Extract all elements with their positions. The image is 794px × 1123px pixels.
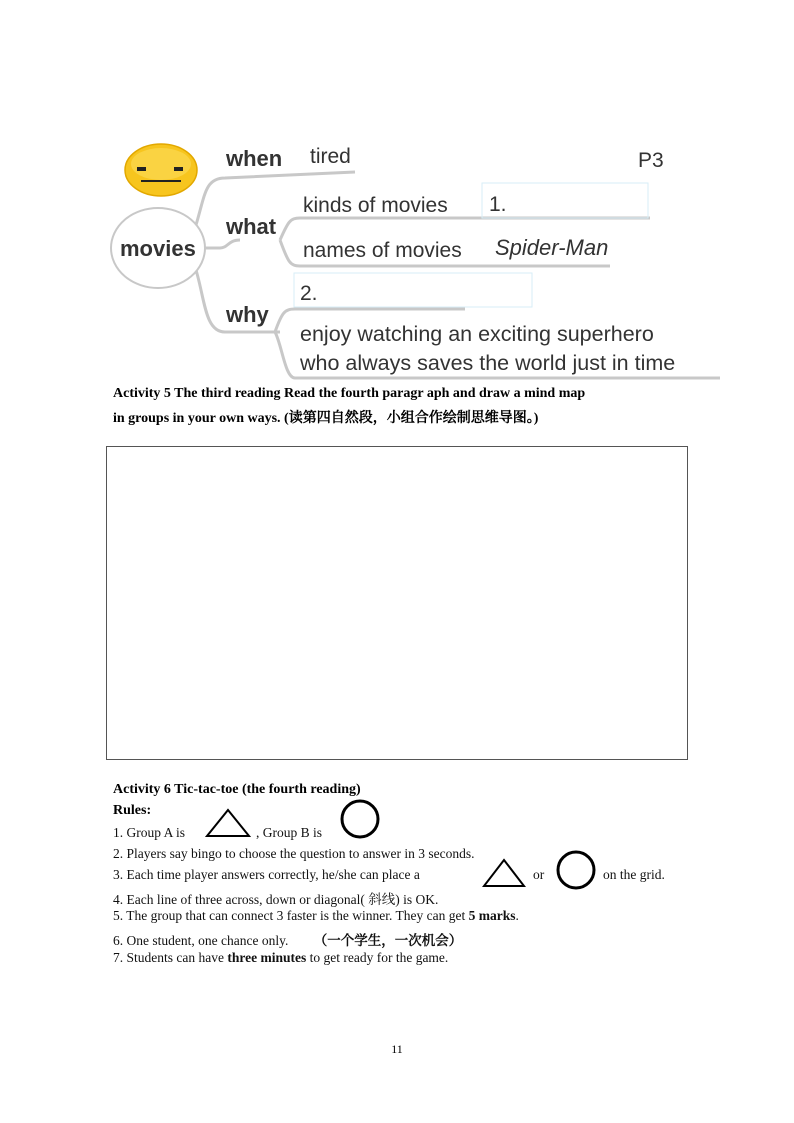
rule-7-text: 7. Students can have [113,950,224,965]
activity5-line1: Activity 5 The third reading Read the fourth paragr aph and draw a mind map [113,386,586,401]
kinds-blank-box [482,183,648,218]
branch-why: why [226,302,269,327]
page-number: 11 [391,1042,403,1056]
rule-6-chinese: （一个学生，一次机会） [313,933,463,949]
kinds-blank-number: 1. [489,193,507,216]
mind-map-connectors [196,172,720,378]
circle-icon [339,798,381,840]
kinds-label: kinds of movies [303,194,448,217]
mind-map [0,0,794,380]
branch-what: what [226,214,277,239]
why-line-1: enjoy watching an exciting superhero [300,322,654,346]
page-label: P3 [638,149,664,172]
rule-7-minutes: three minutes [227,950,307,965]
why-line-2: who always saves the world just in time [300,351,676,375]
why-blank-number: 2. [300,282,318,305]
rule-5-end: . [515,908,519,923]
names-label: names of movies [303,239,462,262]
rules-label: Rules: [113,803,152,818]
triangle-icon [205,808,251,838]
neutral-face-icon [125,144,197,196]
rule-3: 3. Each time player answers correctly, he/she can place a [113,867,420,882]
activity6-title: Activity 6 Tic-tac-toe (the fourth reading) [113,782,361,797]
mind-map-drawing-area[interactable] [106,446,688,760]
rule-6 [113,929,462,949]
when-value: tired [310,145,351,168]
rule-1-text-a: 1. Group A is [113,825,186,840]
center-label: movies [120,236,196,261]
activity5-line2: in groups in your own ways. (读第四自然段，小组合作绘制思维导图。) [113,411,539,426]
rule-5-text: 5. The group that can connect 3 faster is the winner. They can get [113,908,466,923]
rule-1 [113,825,185,841]
names-value: Spider-Man [495,235,609,260]
why-blank-box [294,273,532,307]
rule-5 [113,908,519,924]
rule-7 [113,950,448,966]
rule-7-end: to get ready for the game. [306,950,449,965]
triangle-icon [482,858,526,888]
rule-4: 4. Each line of three across, down or diagonal( 斜线) is OK. [113,892,439,907]
rule-2: 2. Players say bingo to choose the question to answer in 3 seconds. [113,846,475,861]
branch-when: when [226,146,283,171]
rule-3-grid: on the grid. [603,867,665,882]
rule-3-or: or [533,867,545,882]
rule-1-group-b: , Group B is [256,825,323,840]
circle-icon [555,849,597,891]
rule-6-text: 6. One student, one chance only. [113,933,289,948]
rule-5-marks: 5 marks [468,908,516,923]
